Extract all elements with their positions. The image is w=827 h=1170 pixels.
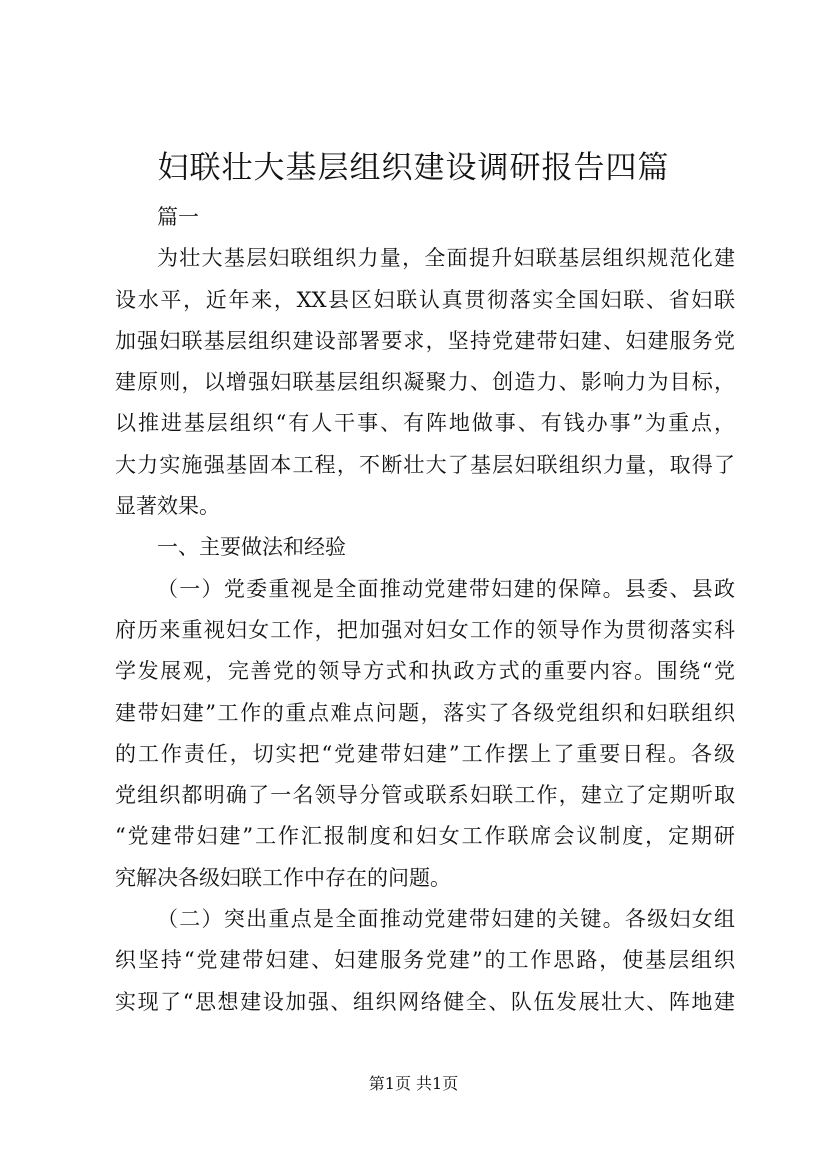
paragraph-line: （一）党委重视是全面推动党建带妇建的保障。县委、县政 xyxy=(157,576,735,601)
paragraph-line: 大力实施强基固本工程，不断壮大了基层妇联组织力量，取得了 xyxy=(115,452,735,477)
paragraph-line: 织坚持“党建带妇建、妇建服务党建”的工作思路，使基层组织 xyxy=(115,948,735,973)
paragraph-line: 究解决各级妇联工作中存在的问题。 xyxy=(115,865,451,890)
page-number-footer: 第1页 共1页 xyxy=(368,1074,459,1093)
paragraph-line: 显著效果。 xyxy=(115,494,220,519)
paragraph-line: 学发展观，完善党的领导方式和执政方式的重要内容。围绕“党 xyxy=(115,659,735,684)
paragraph-line: 设水平，近年来，XX县区妇联认真贯彻落实全国妇联、省妇联 xyxy=(115,287,735,312)
paragraph-line: 以推进基层组织“有人干事、有阵地做事、有钱办事”为重点， xyxy=(115,411,735,436)
document-title: 妇联壮大基层组织建设调研报告四篇 xyxy=(157,150,670,186)
paragraph-line: 党组织都明确了一名领导分管或联系妇联工作，建立了定期听取 xyxy=(115,783,735,808)
paragraph-line: 实现了“思想建设加强、组织网络健全、队伍发展壮大、阵地建 xyxy=(115,989,735,1014)
paragraph-line: “党建带妇建”工作汇报制度和妇女工作联席会议制度，定期研 xyxy=(115,824,735,849)
paragraph-line: 府历来重视妇女工作，把加强对妇女工作的领导作为贯彻落实科 xyxy=(115,617,735,642)
paragraph-line: 的工作责任，切实把“党建带妇建”工作摆上了重要日程。各级 xyxy=(115,741,735,766)
section-heading: 一、主要做法和经验 xyxy=(157,535,346,560)
paragraph-line: 为壮大基层妇联组织力量，全面提升妇联基层组织规范化建 xyxy=(157,246,735,271)
paragraph-line: 加强妇联基层组织建设部署要求，坚持党建带妇建、妇建服务党 xyxy=(115,328,735,353)
document-body xyxy=(115,197,735,1023)
paragraph-line: 建原则，以增强妇联基层组织凝聚力、创造力、影响力为目标， xyxy=(115,370,735,395)
paragraph-line: （二）突出重点是全面推动党建带妇建的关键。各级妇女组 xyxy=(157,907,735,932)
section-heading-part-one: 篇一 xyxy=(157,205,199,229)
paragraph-line: 建带妇建”工作的重点难点问题，落实了各级党组织和妇联组织 xyxy=(115,700,735,725)
